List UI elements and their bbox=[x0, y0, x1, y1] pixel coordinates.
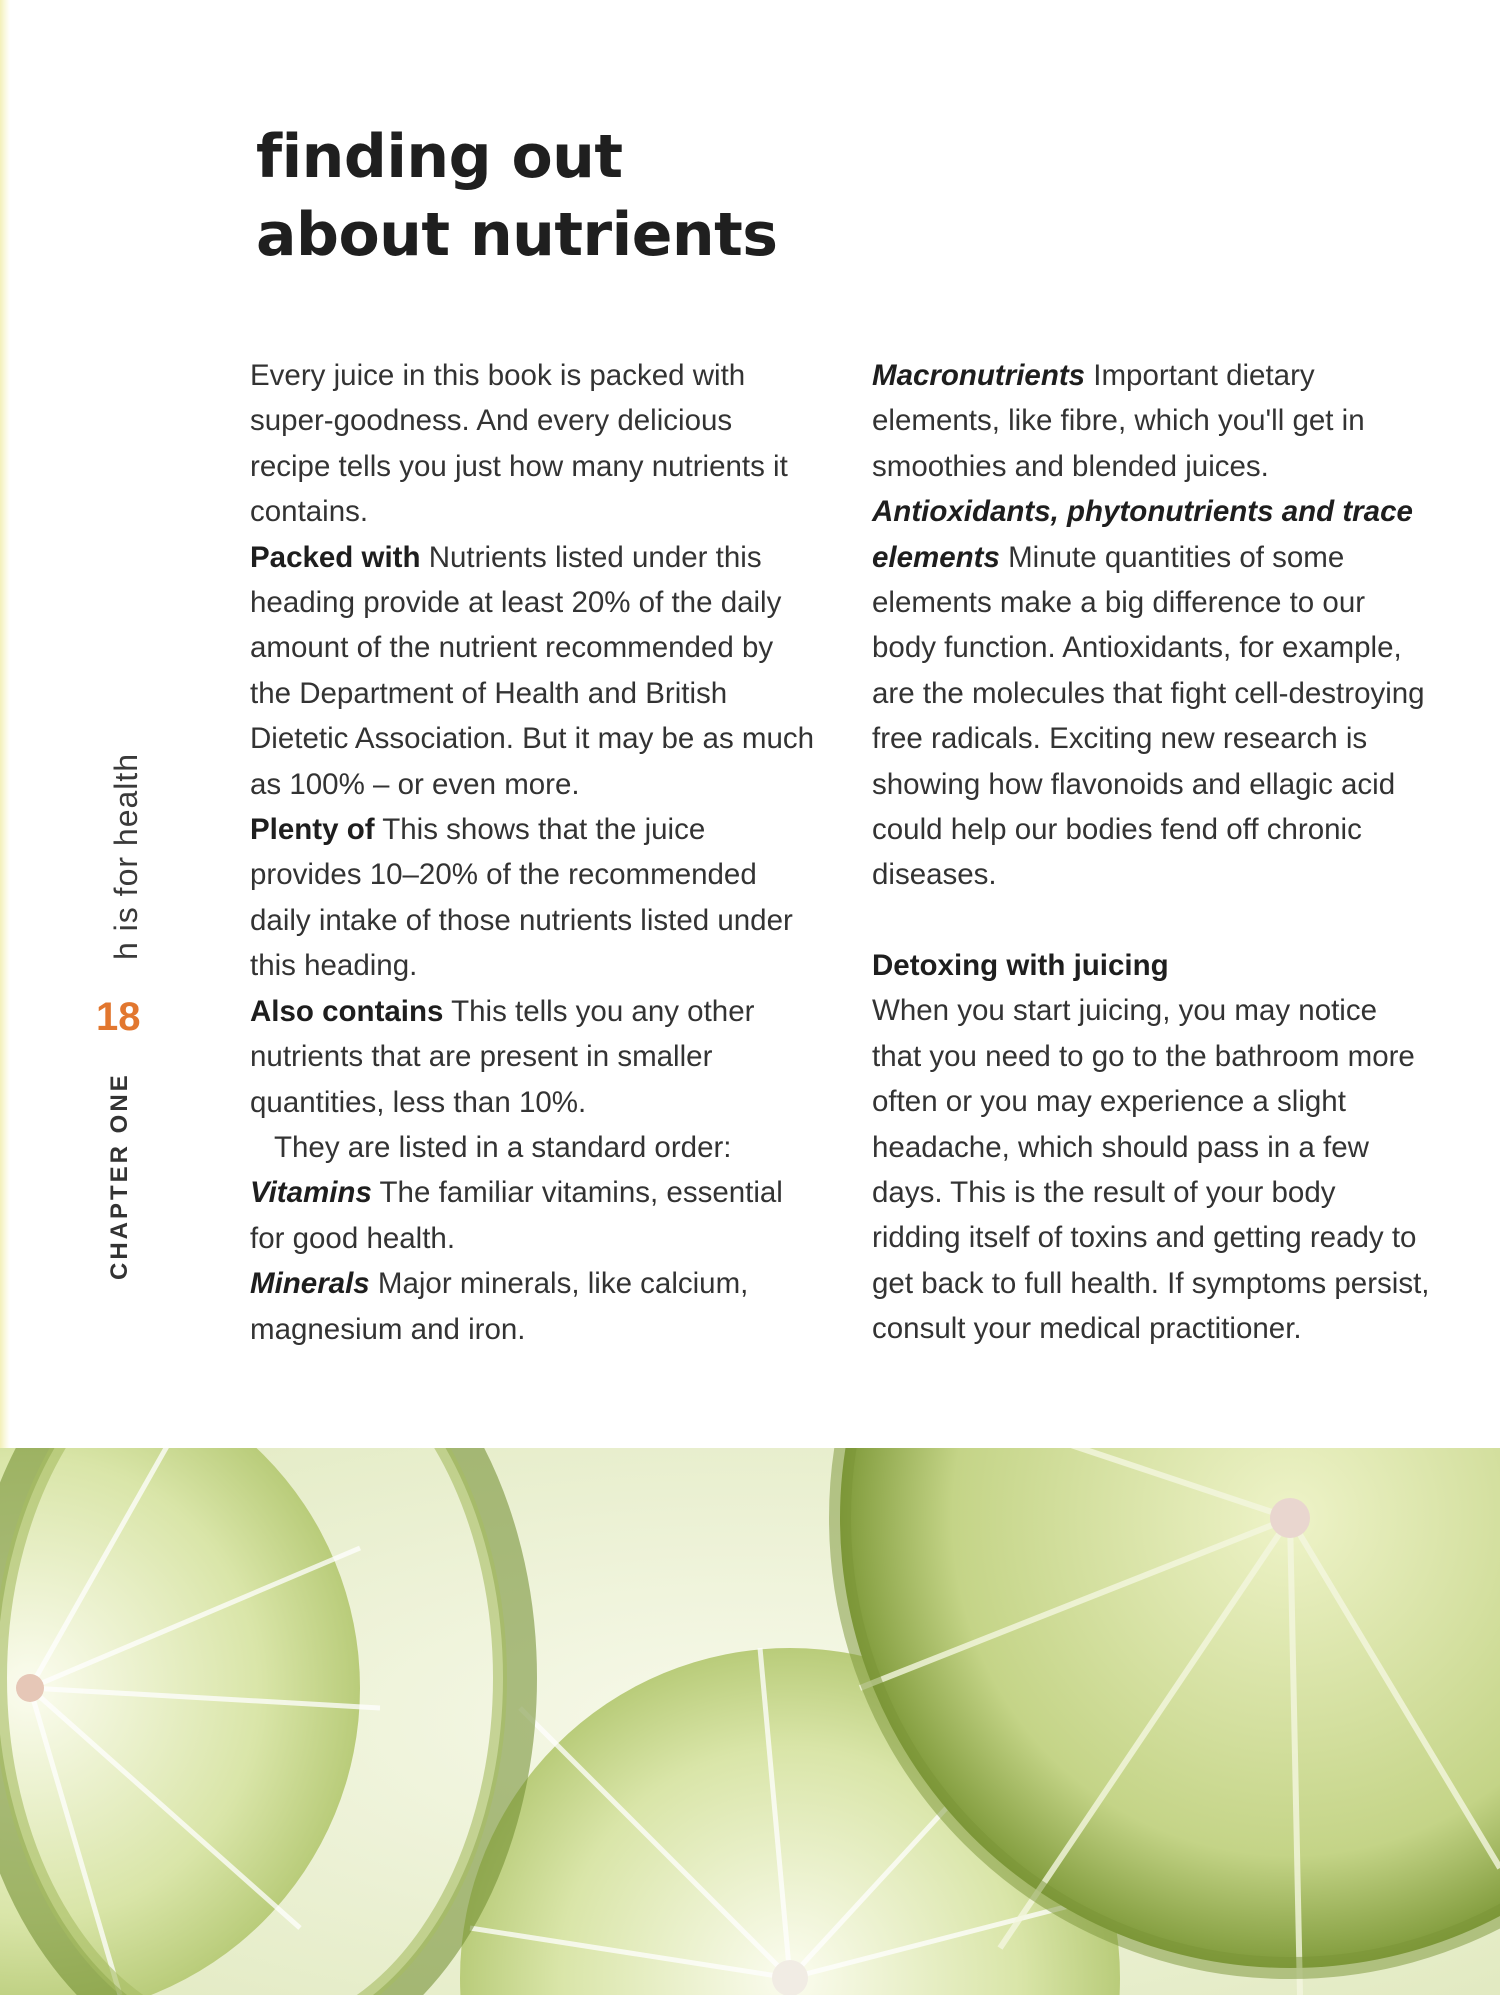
minerals-text: Major minerals, like calcium, magnesium and iron. bbox=[250, 1267, 749, 1346]
vitamins-paragraph bbox=[250, 1170, 820, 1261]
antioxidants-text: Minute quantities of some elements make a big difference to our body function. Antioxidants, for example, are the molecules that fight cell-destroying free radicals. Exciting new research is showing how flavonoids and ellagic acid could help our bodies fend off chronic diseases. bbox=[872, 540, 1425, 892]
lime-slices-illustration bbox=[0, 1448, 1500, 1995]
also-contains-paragraph bbox=[250, 989, 820, 1125]
also-contains-term: Also contains bbox=[250, 994, 444, 1028]
plenty-of-text: This shows that the juice provides 10–20% of the recommended daily intake of those nutrients listed under this heading. bbox=[250, 813, 793, 983]
vitamins-term: Vitamins bbox=[250, 1176, 372, 1210]
antioxidants-paragraph bbox=[872, 489, 1432, 898]
plenty-of-term: Plenty of bbox=[250, 813, 375, 847]
left-column bbox=[250, 353, 820, 1352]
antioxidants-term: Antioxidants, phytonutrients and trace elements bbox=[872, 495, 1413, 574]
minerals-paragraph bbox=[250, 1261, 820, 1352]
chapter-label: CHAPTER ONE bbox=[106, 1072, 133, 1280]
lime-slices-photo bbox=[0, 1448, 1500, 1995]
title-line-1: finding out bbox=[256, 122, 623, 192]
chapter-sidebar bbox=[88, 710, 208, 1290]
paragraph-gap bbox=[872, 898, 1432, 943]
vitamins-text: The familiar vitamins, essential for good health. bbox=[250, 1176, 783, 1255]
packed-with-text: Nutrients listed under this heading provide at least 20% of the daily amount of the nutrient recommended by the Department of Health and British Dietetic Association. But it may be as much as 100% – or even more. bbox=[250, 540, 815, 801]
macronutrients-text: Important dietary elements, like fibre, which you'll get in smoothies and blended juices. bbox=[872, 359, 1365, 483]
detox-paragraph: When you start juicing, you may notice that you need to go to the bathroom more often or you may experience a slight headache, which should pass in a few days. This is the result of your body ridding itself of toxins and getting ready to get back to full health. If symptoms persist, consult your medical practitioner. bbox=[872, 994, 1430, 1346]
page-number: 18 bbox=[96, 995, 141, 1039]
minerals-term: Minerals bbox=[250, 1267, 370, 1301]
macronutrients-paragraph bbox=[872, 353, 1432, 489]
macronutrients-term: Macronutrients bbox=[872, 359, 1086, 392]
packed-with-paragraph bbox=[250, 535, 820, 807]
right-column bbox=[872, 353, 1432, 1352]
section-label: h is for health bbox=[108, 752, 144, 960]
plenty-of-paragraph bbox=[250, 807, 820, 989]
packed-with-term: Packed with bbox=[250, 540, 421, 574]
standard-order-line: They are listed in a standard order: bbox=[274, 1130, 732, 1164]
also-contains-text: This tells you any other nutrients that are present in smaller quantities, less than 10%. bbox=[250, 994, 755, 1119]
detox-heading: Detoxing with juicing bbox=[872, 948, 1169, 982]
title-line-2: about nutrients bbox=[256, 200, 778, 270]
page-title bbox=[256, 118, 956, 274]
intro-paragraph: Every juice in this book is packed with super-goodness. And every delicious recipe tells you just how many nutrients it contains. bbox=[250, 359, 788, 529]
